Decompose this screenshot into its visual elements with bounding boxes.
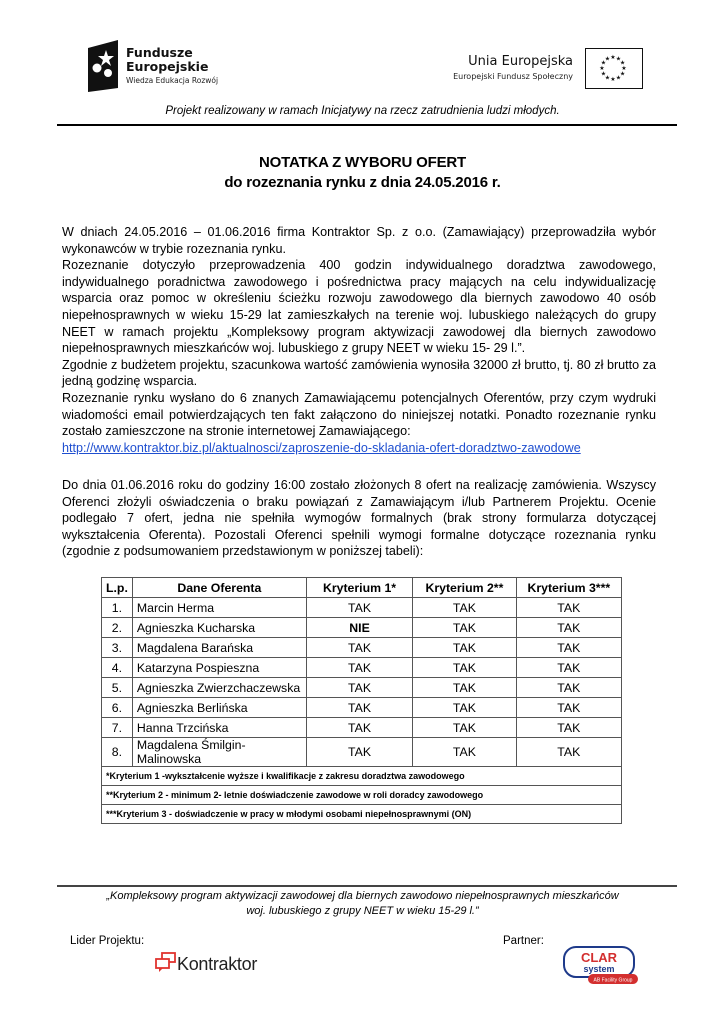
- row-lp: 2.: [102, 618, 133, 638]
- paragraph: W dniach 24.05.2016 – 01.06.2016 firma Kontraktor Sp. z o.o. (Zamawiający) przeprowadziła wybór wykonawców w trybie rozeznania rynku.: [62, 225, 656, 256]
- row-oferent-name: Magdalena Śmilgin-Malinowska: [132, 738, 306, 767]
- row-lp: 7.: [102, 718, 133, 738]
- clar-system-logo: [562, 945, 640, 985]
- row-oferent-name: Agnieszka Berlińska: [132, 698, 306, 718]
- offer-invitation-link[interactable]: http://www.kontraktor.biz.pl/aktualnosci/zaproszenie-do-skladania-ofert-doradztwo-zawodowe: [62, 440, 581, 455]
- row-kryterium-2: TAK: [413, 638, 516, 658]
- table-note-row: [102, 767, 622, 786]
- row-kryterium-1: TAK: [306, 678, 412, 698]
- header-kryterium-1: Kryterium 1*: [306, 578, 412, 598]
- row-kryterium-1: TAK: [306, 658, 412, 678]
- criterion-note: ***Kryterium 3 - doświadczenie w pracy w młodymi osobami niepełnosprawnymi (ON): [102, 805, 622, 824]
- row-kryterium-2: TAK: [413, 738, 516, 767]
- offers-table: [101, 577, 622, 824]
- row-kryterium-1: TAK: [306, 738, 412, 767]
- table-row: [102, 718, 622, 738]
- fe-title-line2: Europejskie: [126, 59, 209, 74]
- footer-quote-line2: woj. lubuskiego z grupy NEET w wieku 15-29 l.”: [246, 905, 479, 917]
- clar-text: CLAR: [580, 950, 618, 965]
- fundusze-europejskie-logo: [84, 40, 324, 96]
- eu-star-icon: ★: [610, 77, 616, 83]
- footer-project-name: [0, 889, 725, 919]
- eu-star-icon: ★: [621, 66, 627, 72]
- header-kryterium-3: Kryterium 3***: [516, 578, 621, 598]
- body-section-1: [62, 224, 656, 456]
- row-kryterium-1: TAK: [306, 638, 412, 658]
- row-oferent-name: Agnieszka Kucharska: [132, 618, 306, 638]
- document-title: [0, 153, 725, 193]
- row-lp: 6.: [102, 698, 133, 718]
- table-row: [102, 658, 622, 678]
- row-kryterium-2: TAK: [413, 598, 516, 618]
- kontraktor-logo: [155, 950, 265, 980]
- row-oferent-name: Marcin Herma: [132, 598, 306, 618]
- table-row: [102, 598, 622, 618]
- paragraph: Rozeznanie dotyczyło przeprowadzenia 400 godzin indywidualnego doradztwa zawodowego, indywidualnego poradnictwa zawodowego i pośrednictwa pracy mających na celu indywidualizację wsparcia oraz pomoc w określeniu ścieżku rozwoju zawodowego dla biernych zawodowo 40 osób niepełnosprawnych w wieku 15-29 lat zamieszkałych na terenie woj. lubuskiego należących do grupy NEET w ramach projektu „Kompleksowy program aktywizacji zawodowej dla biernych zawodowo niepełnosprawnych mieszkańców woj. lubuskiego z grupy NEET w wieku 15- 29 l.”.: [62, 258, 656, 356]
- fe-subtitle: Wiedza Edukacja Rozwój: [126, 76, 219, 85]
- ue-subtitle: Europejski Fundusz Społeczny: [453, 72, 573, 81]
- table-row: [102, 698, 622, 718]
- row-kryterium-3: TAK: [516, 698, 621, 718]
- table-note-row: [102, 805, 622, 824]
- row-lp: 1.: [102, 598, 133, 618]
- chat-bubbles-icon: [155, 952, 177, 974]
- title-line1: NOTATKA Z WYBORU OFERT: [259, 154, 466, 171]
- eu-star-icon: ★: [619, 60, 626, 67]
- table-row: [102, 618, 622, 638]
- eu-star-icon: ★: [615, 75, 622, 82]
- paragraph: Zgodnie z budżetem projektu, szacunkowa wartość zamówienia wynosiła 32000 zł brutto, tj. 80 zł brutto za jedną godzinę wsparcia.: [62, 357, 656, 389]
- header-divider: [57, 124, 677, 126]
- fe-star-logo-icon: [84, 40, 120, 92]
- header-oferent: Dane Oferenta: [132, 578, 306, 598]
- eu-star-icon: ★: [600, 60, 607, 67]
- eu-star-icon: ★: [604, 75, 611, 82]
- ue-logo-text: [453, 54, 573, 81]
- criterion-note: **Kryterium 2 - minimum 2- letnie doświadczenie zawodowe w roli doradcy zawodowego: [102, 786, 622, 805]
- criterion-note: *Kryterium 1 -wykształcenie wyższe i kwalifikacje z zakresu doradztwa zawodowego: [102, 767, 622, 786]
- kontraktor-name: Kontraktor: [177, 954, 258, 974]
- eu-star-icon: ★: [599, 66, 605, 72]
- eu-star-icon: ★: [615, 56, 622, 63]
- header-lp: L.p.: [102, 578, 133, 598]
- paragraph: Rozeznanie rynku wysłano do 6 znanych Zamawiającemu potencjalnych Oferentów, przy czym wydruki wiadomości email potwierdzających ten fakt załączono do niniejszej notatki. Ponadto rozeznanie rynku zostało zamieszczone na stronie internetowej Zamawiającego:: [62, 390, 656, 439]
- row-kryterium-1: NIE: [306, 618, 412, 638]
- row-lp: 5.: [102, 678, 133, 698]
- row-kryterium-2: TAK: [413, 678, 516, 698]
- eu-flag-icon: [585, 48, 643, 89]
- lider-label: Lider Projektu:: [70, 935, 145, 947]
- row-kryterium-1: TAK: [306, 718, 412, 738]
- row-lp: 4.: [102, 658, 133, 678]
- row-kryterium-2: TAK: [413, 658, 516, 678]
- table-note-row: [102, 786, 622, 805]
- row-lp: 3.: [102, 638, 133, 658]
- partner-label: Partner:: [503, 935, 544, 947]
- row-kryterium-3: TAK: [516, 738, 621, 767]
- table-row: [102, 678, 622, 698]
- ab-group-text: AB Facility Group: [593, 977, 633, 984]
- project-initiative-line: Projekt realizowany w ramach Inicjatywy na rzecz zatrudnienia ludzi młodych.: [165, 105, 560, 117]
- footer-quote-line1: „Kompleksowy program aktywizacji zawodowej dla biernych zawodowo niepełnosprawnych mieszkańców: [106, 890, 619, 902]
- table-row: [102, 738, 622, 767]
- row-kryterium-3: TAK: [516, 638, 621, 658]
- row-oferent-name: Magdalena Barańska: [132, 638, 306, 658]
- row-kryterium-1: TAK: [306, 698, 412, 718]
- row-kryterium-2: TAK: [413, 718, 516, 738]
- row-kryterium-2: TAK: [413, 698, 516, 718]
- table-header-row: [102, 578, 622, 598]
- eu-star-icon: ★: [619, 71, 626, 78]
- row-kryterium-3: TAK: [516, 598, 621, 618]
- eu-star-icon: ★: [610, 55, 616, 61]
- table-row: [102, 638, 622, 658]
- row-kryterium-1: TAK: [306, 598, 412, 618]
- row-kryterium-3: TAK: [516, 718, 621, 738]
- eu-star-icon: ★: [600, 71, 607, 78]
- title-line2: do rozeznania rynku z dnia 24.05.2016 r.: [224, 174, 501, 191]
- row-kryterium-3: TAK: [516, 658, 621, 678]
- row-kryterium-3: TAK: [516, 618, 621, 638]
- header-kryterium-2: Kryterium 2**: [413, 578, 516, 598]
- row-oferent-name: Hanna Trzcińska: [132, 718, 306, 738]
- row-oferent-name: Agnieszka Zwierzchaczewska: [132, 678, 306, 698]
- row-oferent-name: Katarzyna Pospieszna: [132, 658, 306, 678]
- ue-title: Unia Europejska: [468, 54, 573, 69]
- eu-star-icon: ★: [604, 56, 611, 63]
- system-text: system: [583, 964, 615, 974]
- row-lp: 8.: [102, 738, 133, 767]
- row-kryterium-3: TAK: [516, 678, 621, 698]
- body-section-2: [62, 477, 656, 560]
- footer-divider: [57, 885, 677, 887]
- row-kryterium-2: TAK: [413, 618, 516, 638]
- paragraph: Do dnia 01.06.2016 roku do godziny 16:00 zostało złożonych 8 ofert na realizację zamówienia. Wszyscy Oferenci złożyli oświadczenia o braku powiązań z Zamawiającym i/lub Partnerem Projektu. Ocenie podlegało 7 ofert, jedna nie spełniła wymogów formalnych (brak strony formularza dotyczącej wykształcenia Oferenta). Pozostali Oferenci spełnili wymogi formalne dotyczące rozeznania rynku (zgodnie z podsumowaniem przedstawionym w poniższej tabeli):: [62, 478, 656, 559]
- fe-title-line1: Fundusze: [126, 45, 193, 60]
